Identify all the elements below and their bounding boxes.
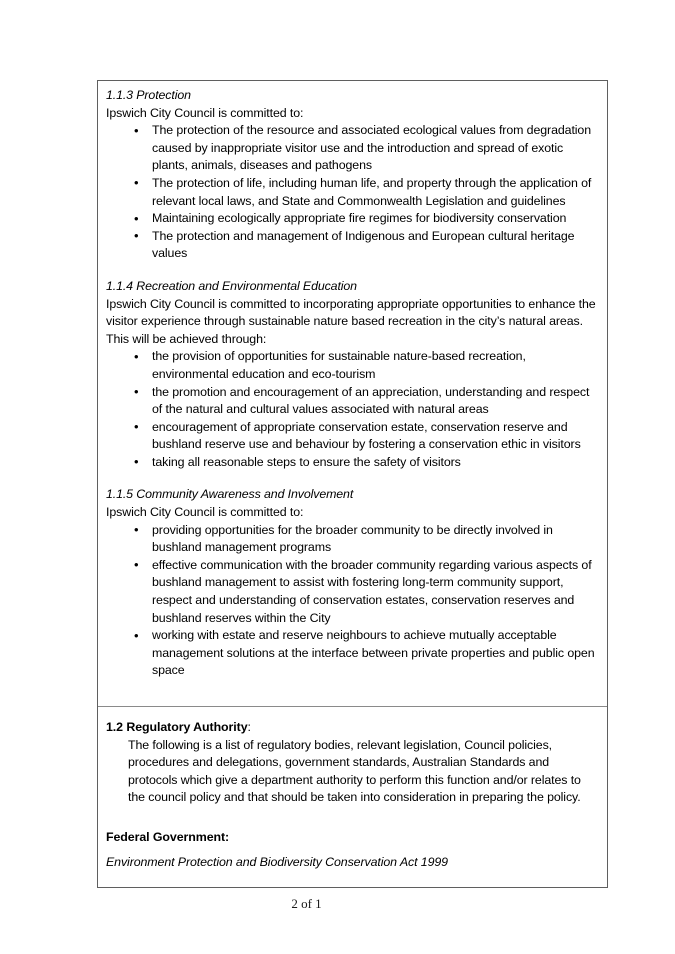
list-item: • taking all reasonable steps to ensure the safety of visitors <box>106 454 598 472</box>
page-number: 2 of 1 <box>291 896 322 911</box>
list-item: • encouragement of appropriate conservation estate, conservation reserve and bushland reserve use and behaviour by fostering a conservation ethic in visitors <box>106 419 598 454</box>
list-item: • providing opportunities for the broader community to be directly involved in bushland management programs <box>106 522 598 557</box>
section-bullet-list <box>106 122 598 263</box>
section-heading: 1.1.3 Protection <box>106 88 191 102</box>
page-footer <box>0 895 675 913</box>
section-intro: Ipswich City Council is committed to incorporating appropriate opportunities to enhance the visitor experience through sustainable nature based recreation in the city’s natural areas. This will be achieved through: <box>106 296 596 346</box>
list-item: • Maintaining ecologically appropriate fire regimes for biodiversity conservation <box>106 210 598 228</box>
federal-government-heading: Federal Government: <box>106 829 230 844</box>
regulatory-authority-body: The following is a list of regulatory bodies, relevant legislation, Council policies, procedures and delegations, government standards, Australian Standards and protocols which give a department authority to perform this function and/or relates to the council policy and that should be taken into consideration in preparing the policy. <box>128 737 581 805</box>
list-item: • the promotion and encouragement of an appreciation, understanding and respect of the natural and cultural values associated with natural areas <box>106 384 598 419</box>
section-heading: 1.1.4 Recreation and Environmental Education <box>106 278 357 293</box>
regulatory-authority-title: 1.2 Regulatory Authority <box>106 720 248 734</box>
section-1-1-3 <box>106 87 598 263</box>
policy-sections-cell <box>98 81 607 707</box>
list-item: • effective communication with the broader community regarding various aspects of bushland management to assist with fostering long-term community support, respect and understanding of conservation estates, conservation reserves and bushland reserves within the City <box>106 557 598 627</box>
list-item: • the provision of opportunities for sustainable nature-based recreation, environmental education and eco-tourism <box>106 348 598 383</box>
policy-table <box>97 80 608 888</box>
regulatory-authority-colon: : <box>247 720 251 734</box>
section-intro: Ipswich City Council is committed to: <box>106 505 304 520</box>
section-bullet-list <box>106 348 598 471</box>
list-item: • The protection of life, including human life, and property through the application of relevant local laws, and State and Commonwealth Legislation and guidelines <box>106 175 598 210</box>
legislation-act-title: Environment Protection and Biodiversity Conservation Act 1999 <box>106 854 448 869</box>
section-1-1-4 <box>106 278 598 472</box>
list-item: • The protection of the resource and associated ecological values from degradation caused by inappropriate visitor use and the introduction and spread of exotic plants, animals, diseases and pathogens <box>106 122 598 175</box>
section-heading: 1.1.5 Community Awareness and Involvement <box>106 487 354 502</box>
section-intro: Ipswich City Council is committed to: <box>106 105 304 120</box>
list-item: • The protection and management of Indigenous and European cultural heritage values <box>106 228 598 263</box>
regulatory-authority-cell <box>98 707 607 887</box>
section-1-1-5 <box>106 486 598 680</box>
list-item: • working with estate and reserve neighbours to achieve mutually acceptable management solutions at the interface between private properties and public open space <box>106 627 598 680</box>
regulatory-authority-heading <box>106 719 598 737</box>
section-bullet-list <box>106 522 598 680</box>
